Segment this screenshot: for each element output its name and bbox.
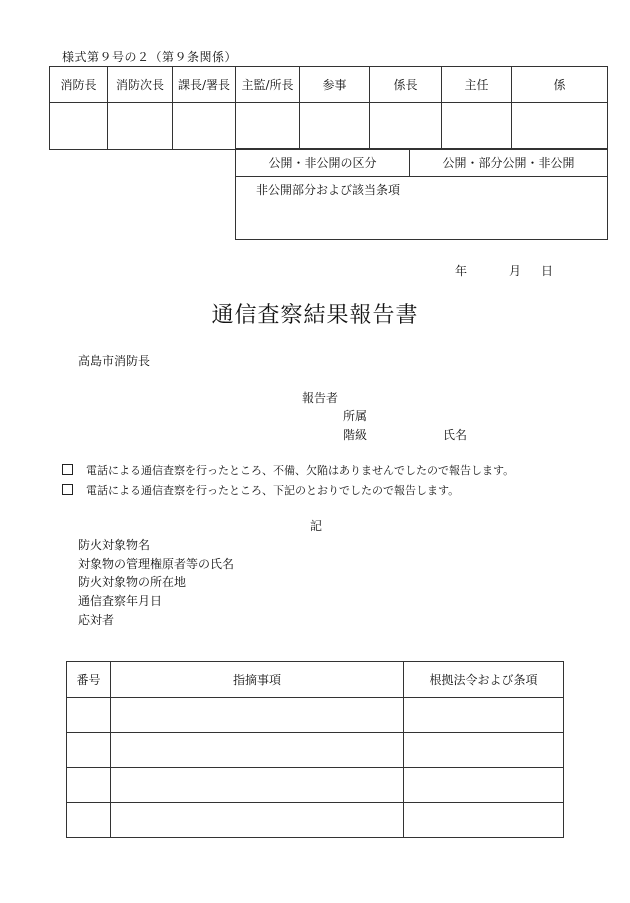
rank-label: 階級 bbox=[343, 428, 368, 442]
findings-cell[interactable] bbox=[67, 733, 111, 768]
table-row bbox=[67, 698, 564, 733]
affiliation-label: 所属 bbox=[343, 409, 368, 423]
disclosure-label: 公開・非公開の区分 bbox=[236, 149, 410, 177]
findings-cell[interactable] bbox=[404, 733, 564, 768]
stamp-cell[interactable] bbox=[236, 103, 300, 150]
stamp-cell[interactable] bbox=[300, 103, 370, 150]
check-option-text: 電話による通信査察を行ったところ、下記のとおりでしたので報告します。 bbox=[86, 484, 460, 497]
field-label-property-name: 防火対象物名 bbox=[78, 538, 151, 552]
findings-header-items: 指摘事項 bbox=[111, 662, 404, 698]
nondisclosure-field[interactable] bbox=[236, 177, 608, 240]
approval-header-staff: 係 bbox=[512, 67, 608, 103]
document-title: 通信査察結果報告書 bbox=[211, 303, 419, 328]
approval-header-chief-staff: 主任 bbox=[442, 67, 512, 103]
findings-cell[interactable] bbox=[111, 733, 404, 768]
findings-cell[interactable] bbox=[67, 698, 111, 733]
checkbox-icon[interactable] bbox=[62, 484, 73, 495]
stamp-cell[interactable] bbox=[108, 103, 173, 150]
approval-header-unit-chief: 係長 bbox=[370, 67, 442, 103]
findings-table bbox=[66, 661, 564, 838]
approval-header-fire-chief: 消防長 bbox=[50, 67, 108, 103]
addressee: 高島市消防長 bbox=[78, 354, 151, 368]
findings-cell[interactable] bbox=[67, 803, 111, 838]
check-option-as-follows[interactable] bbox=[62, 482, 459, 498]
date-day: 日 bbox=[541, 264, 554, 278]
nondisclosure-label: 非公開部分および該当条項 bbox=[256, 183, 401, 197]
findings-cell[interactable] bbox=[404, 803, 564, 838]
date-month: 月 bbox=[509, 264, 522, 278]
approval-header-deputy-chief: 消防次長 bbox=[108, 67, 173, 103]
field-label-respondent: 応対者 bbox=[78, 613, 115, 627]
disclosure-options[interactable]: 公開・部分公開・非公開 bbox=[410, 149, 608, 177]
findings-cell[interactable] bbox=[404, 768, 564, 803]
check-option-no-defects[interactable] bbox=[62, 462, 514, 478]
date-line bbox=[455, 262, 553, 279]
field-label-owner-name: 対象物の管理権原者等の氏名 bbox=[78, 557, 235, 571]
findings-cell[interactable] bbox=[111, 698, 404, 733]
approval-header-councilor: 参事 bbox=[300, 67, 370, 103]
stamp-cell[interactable] bbox=[512, 103, 608, 150]
field-label-property-address: 防火対象物の所在地 bbox=[78, 575, 187, 589]
stamp-cell[interactable] bbox=[370, 103, 442, 150]
check-option-text: 電話による通信査察を行ったところ、不備、欠陥はありませんでしたので報告します。 bbox=[86, 464, 515, 477]
findings-cell[interactable] bbox=[111, 803, 404, 838]
date-year: 年 bbox=[455, 264, 468, 278]
disclosure-table bbox=[235, 148, 608, 240]
name-label: 氏名 bbox=[443, 428, 468, 442]
table-row bbox=[67, 803, 564, 838]
stamp-cell[interactable] bbox=[442, 103, 512, 150]
findings-cell[interactable] bbox=[67, 768, 111, 803]
findings-header-basis: 根拠法令および条項 bbox=[404, 662, 564, 698]
stamp-cell[interactable] bbox=[50, 103, 108, 150]
approval-header-supervisor: 主監/所長 bbox=[236, 67, 300, 103]
table-row bbox=[67, 768, 564, 803]
approval-header-section-chief: 課長/署長 bbox=[173, 67, 236, 103]
findings-cell[interactable] bbox=[404, 698, 564, 733]
table-row bbox=[67, 733, 564, 768]
checkbox-icon[interactable] bbox=[62, 464, 73, 475]
findings-cell[interactable] bbox=[111, 768, 404, 803]
field-label-inspection-date: 通信査察年月日 bbox=[78, 594, 163, 608]
ki-label: 記 bbox=[310, 519, 323, 533]
stamp-cell[interactable] bbox=[173, 103, 236, 150]
form-code: 様式第９号の２（第９条関係） bbox=[62, 50, 238, 64]
findings-header-number: 番号 bbox=[67, 662, 111, 698]
reporter-label: 報告者 bbox=[302, 391, 339, 405]
approval-table bbox=[49, 66, 608, 150]
